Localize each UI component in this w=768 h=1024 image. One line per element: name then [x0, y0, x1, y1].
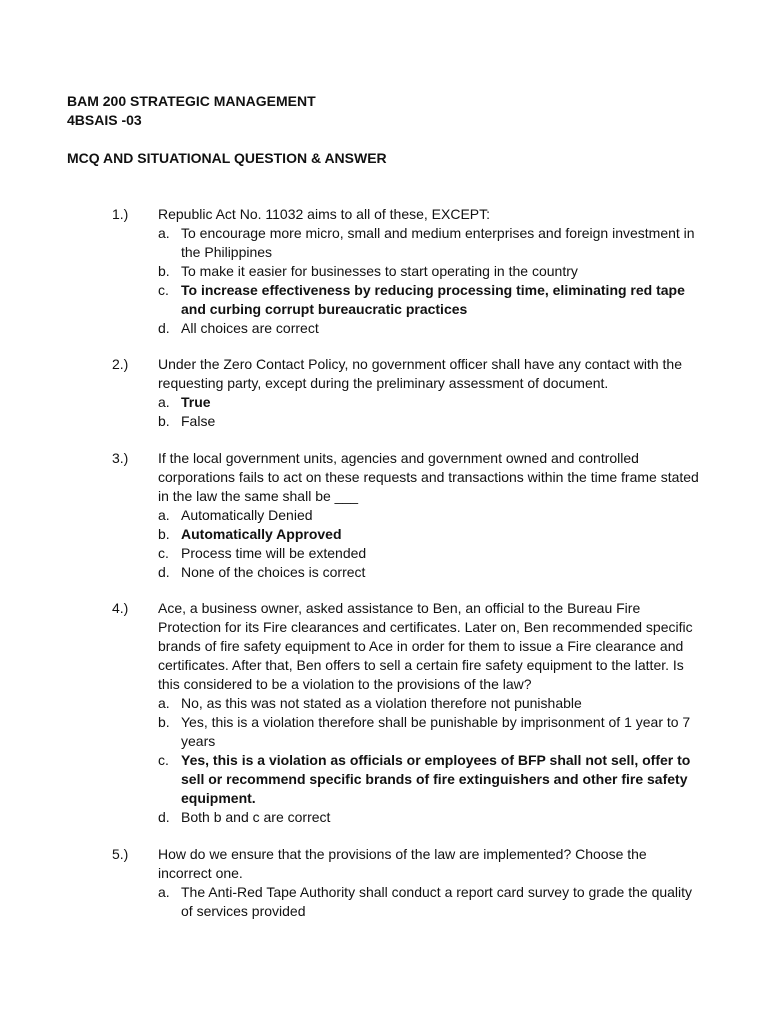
choice-text: No, as this was not stated as a violation therefore not punishable	[181, 695, 582, 711]
question-number: 2.)	[112, 356, 129, 372]
choice-text: To make it easier for businesses to start operating in the country	[181, 263, 578, 279]
choice-letter: a.	[158, 507, 170, 523]
question-body	[158, 845, 703, 921]
choice-letter: a.	[158, 394, 170, 410]
choice-text: To encourage more micro, small and medium enterprises and foreign investment in the Philippines	[181, 225, 695, 260]
choice-letter: b.	[158, 263, 170, 279]
question-body	[158, 355, 703, 431]
question-text: Republic Act No. 11032 aims to all of these, EXCEPT:	[158, 206, 491, 222]
choice-c-correct	[158, 281, 703, 319]
question-number: 3.)	[112, 450, 129, 466]
section-code: 4BSAIS -03	[67, 112, 142, 128]
choice-text: None of the choices is correct	[181, 564, 366, 580]
document-header	[67, 92, 316, 130]
choice-a	[158, 694, 703, 713]
choice-text: Automatically Approved	[181, 526, 342, 542]
document-title: MCQ AND SITUATIONAL QUESTION & ANSWER	[67, 150, 387, 166]
choice-text: To increase effectiveness by reducing processing time, eliminating red tape and curbing corrupt bureaucratic practices	[181, 282, 685, 317]
choice-b	[158, 412, 703, 431]
choice-d	[158, 563, 703, 582]
choice-letter: c.	[158, 545, 169, 561]
course-title: BAM 200 STRATEGIC MANAGEMENT	[67, 93, 316, 109]
choice-text: True	[181, 394, 211, 410]
choice-a	[158, 506, 703, 525]
choice-letter: d.	[158, 564, 170, 580]
question-text: How do we ensure that the provisions of the law are implemented? Choose the incorrect one.	[158, 846, 647, 881]
choice-letter: b.	[158, 714, 170, 730]
choice-text: Yes, this is a violation therefore shall be punishable by imprisonment of 1 year to 7 years	[181, 714, 691, 749]
choice-text: Both b and c are correct	[181, 809, 331, 825]
choice-b	[158, 713, 703, 751]
choice-a	[158, 224, 703, 262]
choice-text: Process time will be extended	[181, 545, 367, 561]
choice-c-correct	[158, 751, 703, 808]
choice-letter: a.	[158, 884, 170, 900]
choice-letter: d.	[158, 320, 170, 336]
choice-b	[158, 262, 703, 281]
choice-a-correct	[158, 393, 703, 412]
choice-letter: c.	[158, 752, 169, 768]
choice-letter: b.	[158, 413, 170, 429]
question-text: Under the Zero Contact Policy, no government officer shall have any contact with the requesting party, except during the preliminary assessment of document.	[158, 356, 682, 391]
choice-letter: c.	[158, 282, 169, 298]
choice-text: Automatically Denied	[181, 507, 313, 523]
choice-letter: d.	[158, 809, 170, 825]
choice-letter: a.	[158, 695, 170, 711]
choice-c	[158, 544, 703, 563]
question-number: 5.)	[112, 846, 129, 862]
question-body	[158, 599, 703, 827]
choice-a	[158, 883, 703, 921]
choice-d	[158, 319, 703, 338]
question-text: If the local government units, agencies and government owned and controlled corporations fails to act on these requests and transactions within the time frame stated in the law the same shall be ___	[158, 450, 699, 504]
question-body	[158, 205, 703, 338]
choice-text: All choices are correct	[181, 320, 319, 336]
question-number: 1.)	[112, 206, 129, 222]
question-body	[158, 449, 703, 582]
choice-d	[158, 808, 703, 827]
choice-text: False	[181, 413, 216, 429]
choice-letter: b.	[158, 526, 170, 542]
choice-text: Yes, this is a violation as officials or employees of BFP shall not sell, offer to sell or recommend specific brands of fire extinguishers and other fire safety equipment.	[181, 752, 691, 806]
question-number: 4.)	[112, 600, 129, 616]
choice-letter: a.	[158, 225, 170, 241]
choice-text: The Anti-Red Tape Authority shall conduct a report card survey to grade the quality of services provided	[181, 884, 693, 919]
choice-b-correct	[158, 525, 703, 544]
question-text: Ace, a business owner, asked assistance to Ben, an official to the Bureau Fire Protection for its Fire clearances and certificates. Later on, Ben recommended specific brands of fire safety equipment to Ace in order for them to issue a Fire clearance and certificates. After that, Ben offers to sell a certain fire safety equipment to the latter. Is this considered to be a violation to the provisions of the law?	[158, 600, 693, 692]
